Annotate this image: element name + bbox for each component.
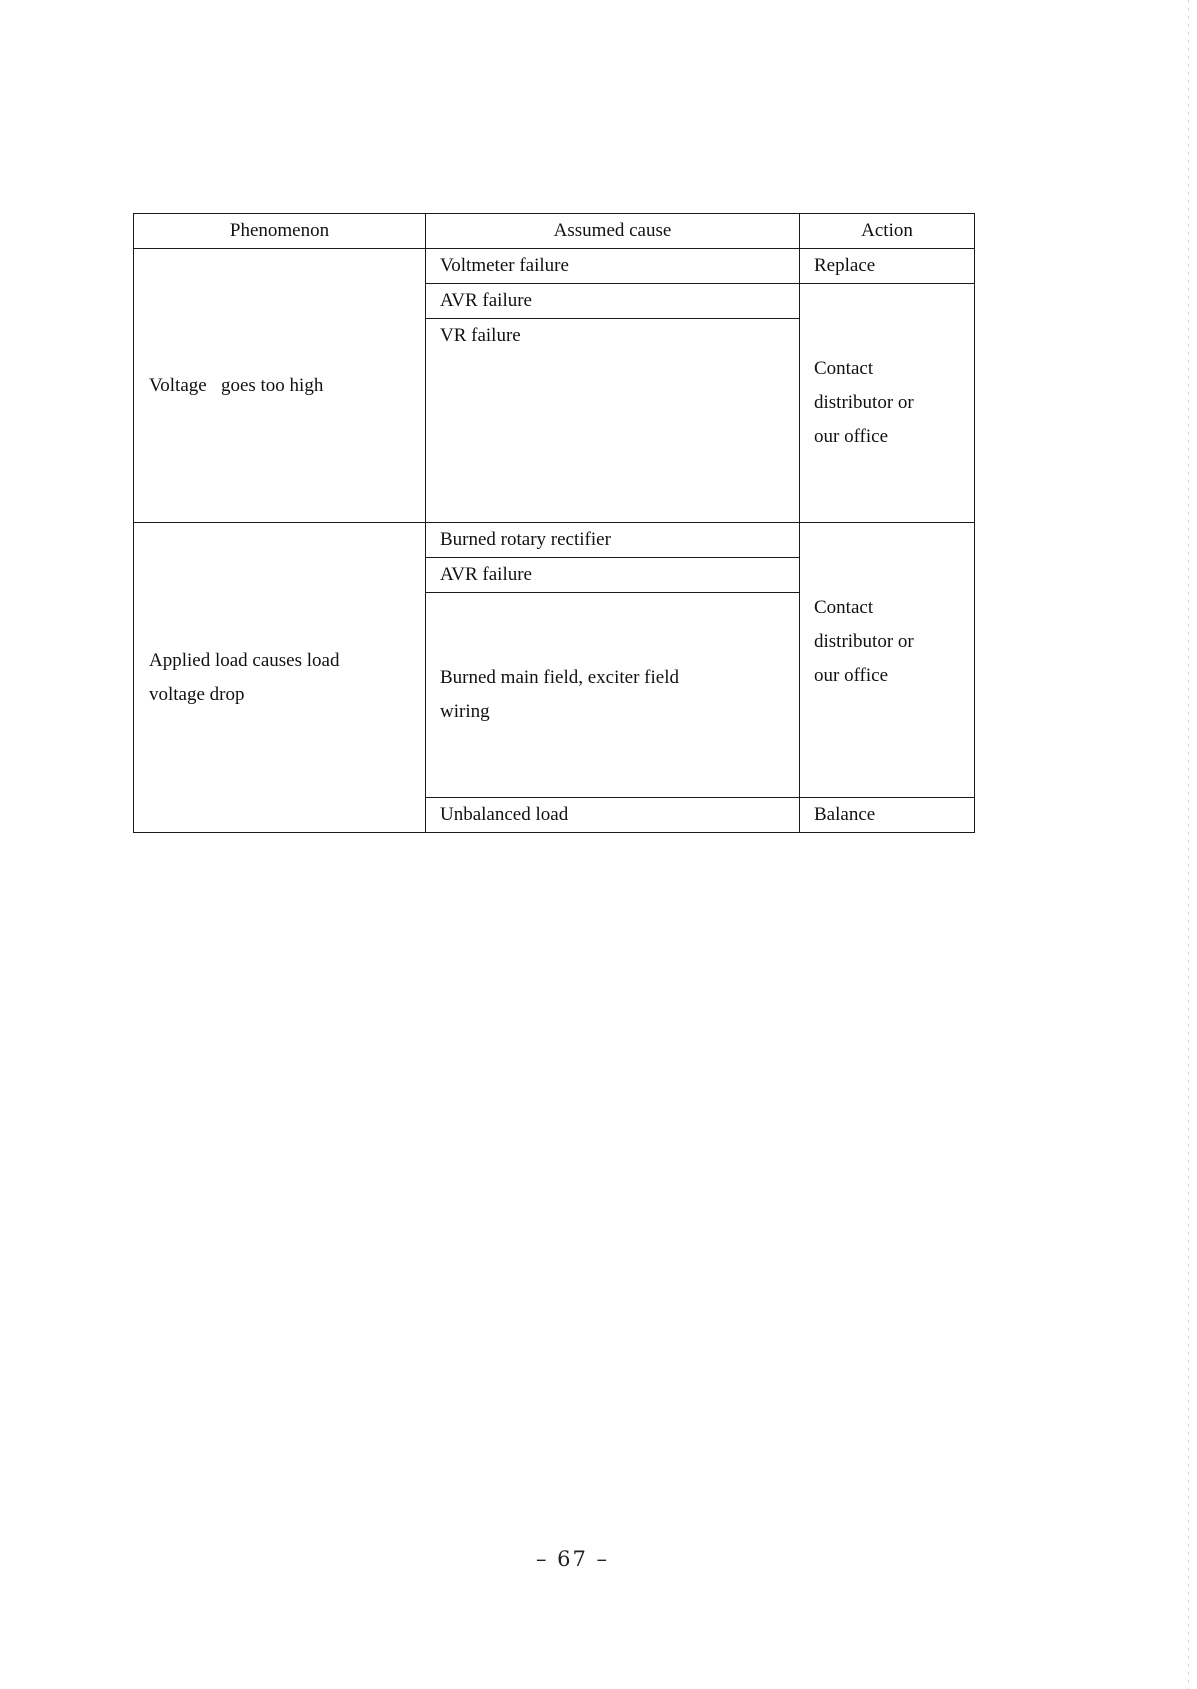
scan-edge-artifact xyxy=(1188,0,1189,1689)
table-row xyxy=(134,523,975,558)
cause-cell: VR failure xyxy=(426,319,800,523)
table-header-row xyxy=(134,214,975,249)
action-cell: Balance xyxy=(800,798,975,833)
cause-cell: AVR failure xyxy=(426,284,800,319)
cause-cell: AVR failure xyxy=(426,558,800,593)
phenomenon-text: Applied load causes load voltage drop xyxy=(149,649,340,705)
cause-cell: Burned rotary rectifier xyxy=(426,523,800,558)
troubleshooting-table xyxy=(133,213,975,833)
table-row xyxy=(134,249,975,284)
action-text: Contact distributor or our office xyxy=(814,597,914,686)
action-cell: Replace xyxy=(800,249,975,284)
cause-text: Burned main field, exciter field wiring xyxy=(440,667,679,722)
header-action: Action xyxy=(800,214,975,249)
action-cell xyxy=(800,284,975,523)
cause-cell xyxy=(426,593,800,798)
header-assumed-cause: Assumed cause xyxy=(426,214,800,249)
page-number: – 67 – xyxy=(535,1547,610,1571)
phenomenon-cell xyxy=(134,523,426,833)
phenomenon-cell xyxy=(134,249,426,523)
cause-cell: Voltmeter failure xyxy=(426,249,800,284)
action-cell xyxy=(800,523,975,798)
phenomenon-text: Voltage goes too high xyxy=(149,374,324,396)
header-phenomenon: Phenomenon xyxy=(134,214,426,249)
action-text: Contact distributor or our office xyxy=(814,358,914,447)
cause-cell: Unbalanced load xyxy=(426,798,800,833)
